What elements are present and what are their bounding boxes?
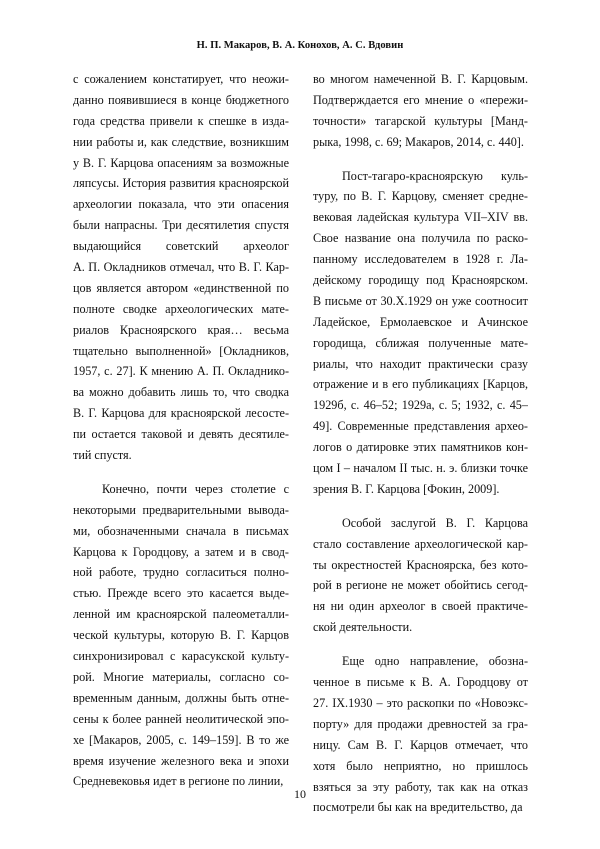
text-line: Карцова к Городцову, а затем и в свод-: [73, 544, 289, 559]
text-line: синхронизировал с карасукской культу-: [73, 649, 289, 664]
text-line: Средневековья идет в регионе по линии,: [73, 774, 284, 789]
text-line: с сожалением констатирует, что неожи-: [73, 72, 289, 86]
text-line: стало составление археологической кар-: [313, 536, 528, 551]
text-line: рой в регионе не может обойтись сегод-: [313, 578, 528, 593]
text-line: ченное в письме к В. А. Городцову от: [313, 675, 528, 690]
left-column: [73, 69, 289, 792]
text-line: цом I – началом II тыс. н. э. близки точке: [313, 461, 528, 476]
text-line: ва можно добавить лишь то, что сводка: [73, 385, 289, 400]
text-line: туру, по В. Г. Карцову, сменяет средне-: [313, 189, 528, 204]
text-line: Ладейское, Ермолаевское и Ачинское: [313, 314, 528, 329]
text-line: ты окрестностей Красноярска, без кото-: [313, 557, 528, 572]
text-line: цов является автором «единственной по: [73, 280, 289, 295]
text-line: Подтверждается его мнение о «пережи-: [313, 92, 528, 107]
text-line: были напрасны. Три десятилетия спустя: [73, 218, 289, 233]
text-line: 1929б, с. 46–52; 1929а, с. 5; 1932, с. 45–: [313, 398, 528, 413]
text-line: ской деятельности.: [313, 620, 413, 635]
text-line: ницу. Сам В. Г. Карцов отмечает, что: [313, 737, 528, 752]
text-line: выдающийся советский археолог: [73, 239, 289, 254]
text-line: логов о датировке этих памятников кон-: [313, 440, 528, 455]
text-line: Свое название она получила по раско-: [313, 231, 528, 246]
text-line: отражение и в его публикациях [Карцов,: [313, 377, 528, 392]
text-line: рой. Многие материалы, согласно со-: [73, 669, 289, 684]
text-line: ня ни один археолог в своей практиче-: [313, 599, 528, 614]
text-line: вековая ладейская культура VII–XIV вв.: [313, 210, 528, 225]
page-number: 10: [294, 787, 306, 801]
text-line: время изучение железного века и эпохи: [73, 753, 289, 768]
text-line: Конечно, почти через столетие с: [102, 481, 289, 496]
text-line: А. П. Окладников отмечал, что В. Г. Кар-: [73, 260, 289, 275]
text-line: временным данным, должны быть отне-: [73, 690, 289, 705]
text-line: данно появившиеся в конце бюджетного: [73, 92, 289, 107]
text-line: некоторыми предварительными вывода-: [73, 502, 289, 517]
text-line: В письме от 30.Х.1929 он уже соотносит: [313, 293, 528, 308]
text-line: зрения В. Г. Карцова [Фокин, 2009].: [313, 481, 500, 496]
text-line: Еще одно направление, обозна-: [342, 654, 528, 669]
text-line: 49]. Современные представления архео-: [313, 419, 528, 434]
text-line: посмотрели бы как на вредительство, да: [313, 800, 523, 815]
text-line: стью. Прежде всего это касается выде-: [73, 586, 289, 601]
text-line: сены к более ранней неолитической эпо-: [73, 711, 289, 726]
text-line: ми, обозначенными сначала в письмах: [73, 523, 289, 538]
text-line: хотя было неприятно, но пришлось: [313, 758, 528, 773]
text-line: риалов Красноярского края… весьма: [73, 322, 289, 337]
text-line: тщательно выполненной» [Окладников,: [73, 343, 289, 358]
text-line: рыка, 1998, с. 69; Макаров, 2014, с. 440].: [313, 134, 524, 149]
text-line: дейскому городищу под Красноярском.: [313, 273, 528, 288]
text-line: года средства привели к спешке в изда-: [73, 113, 289, 128]
text-line: городища, сближая полученные мате-: [313, 335, 528, 350]
text-line: нии работы и, как следствие, возникшим: [73, 134, 289, 149]
text-line: полноте сводке археологических мате-: [73, 301, 289, 316]
text-line: точности» тагарской культуры [Манд-: [313, 113, 528, 128]
text-line: ляпсусы. История развития красноярской: [73, 176, 289, 191]
text-line: пи остается таковой и девять десятиле-: [73, 427, 289, 442]
text-line: 27. IX.1930 – это раскопки по «Новоэкс-: [313, 695, 528, 710]
text-line: В. Г. Карцова для красноярской лесосте-: [73, 406, 289, 421]
text-line: Пост-тагаро-красноярскую куль-: [342, 168, 528, 183]
text-line: 1957, с. 27]. К мнению А. П. Окладнико-: [73, 364, 289, 379]
text-line: хе [Макаров, 2005, с. 149–159]. В то же: [73, 732, 289, 747]
text-line: порту» для продажи древностей за гра-: [313, 716, 528, 731]
text-line: тий спустя.: [73, 448, 132, 463]
text-line: взяться за эту работу, так как на отказ: [313, 779, 528, 794]
text-line: Особой заслугой В. Г. Карцова: [342, 515, 528, 530]
text-line: археологии показала, что эти опасения: [73, 197, 289, 212]
running-head: Н. П. Макаров, В. А. Конохов, А. С. Вдовин: [196, 40, 404, 51]
text-line: у В. Г. Карцова опасениям за возможные: [73, 155, 289, 170]
text-line: ленной им красноярской палеометалли-: [73, 607, 289, 622]
text-line: риалы, что находит практически сразу: [313, 356, 528, 371]
text-line: во многом намеченной В. Г. Карцовым.: [313, 72, 528, 86]
text-line: ческой культуры, которую В. Г. Карцов: [73, 628, 289, 643]
text-line: панному исследователем в 1928 г. Ла-: [313, 252, 528, 267]
text-line: ной работе, трудно согласиться полно-: [73, 565, 289, 580]
right-column: [313, 69, 528, 818]
